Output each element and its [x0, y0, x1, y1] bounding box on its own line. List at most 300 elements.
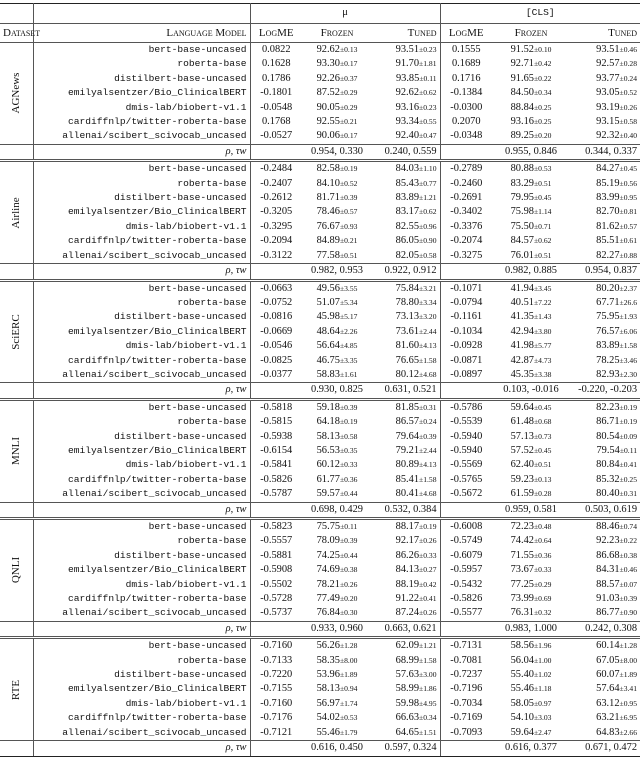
table-row — [0, 325, 640, 339]
cls-frozen-mean: 75.98 — [510, 206, 534, 218]
cls-frozen-std: 0.45 — [538, 402, 552, 412]
cls-tuned-std: 1.93 — [623, 312, 638, 322]
mu-tuned-correlation: 0.240, 0.559 — [372, 144, 440, 160]
cls-tuned-mean: 83.89 — [596, 340, 620, 352]
mu-tuned-mean: 92.40 — [395, 130, 420, 142]
plus-minus: ± — [619, 59, 624, 69]
mu-frozen — [302, 43, 372, 58]
mu-logme: -0.6154 — [250, 444, 302, 458]
mu-logme: -0.1801 — [250, 86, 302, 100]
cls-frozen-std: 1.43 — [538, 312, 552, 322]
cls-tuned-std: 0.46 — [623, 45, 638, 54]
cls-tuned — [570, 697, 640, 711]
correlation-row — [0, 741, 640, 756]
mu-frozen-mean: 78.46 — [316, 206, 340, 218]
cls-frozen — [492, 325, 570, 339]
table-row — [0, 86, 640, 100]
mu-tuned-std: 2.44 — [423, 326, 437, 336]
cls-tuned-std: 2.30 — [623, 369, 638, 379]
cls-tuned-std: 0.11 — [624, 445, 638, 455]
plus-minus: ± — [533, 207, 539, 217]
mu-tuned — [372, 296, 440, 310]
cls-tuned — [570, 726, 640, 741]
table-row — [0, 399, 640, 415]
mu-tuned-std: 0.26 — [423, 536, 437, 546]
cls-tuned — [570, 654, 640, 668]
cls-tuned-mean: 93.77 — [596, 72, 620, 84]
cls-frozen-mean: 41.94 — [510, 282, 534, 294]
mu-tuned — [372, 205, 440, 219]
mu-tuned — [372, 638, 440, 654]
mu-tuned — [372, 101, 440, 115]
mu-tuned-mean: 92.62 — [395, 87, 420, 99]
table-row — [0, 430, 640, 444]
table-row — [0, 115, 640, 129]
cls-tuned-mean: 67.71 — [596, 296, 620, 308]
mu-frozen-std: 1.28 — [344, 641, 358, 651]
mu-frozen — [302, 534, 372, 548]
plus-minus: ± — [339, 641, 345, 651]
cls-logme: -0.7169 — [440, 711, 492, 725]
mu-logme: -0.7160 — [250, 638, 302, 654]
plus-minus: ± — [419, 326, 424, 336]
mu-frozen-std: 0.17 — [344, 59, 358, 69]
cls-frozen-mean: 76.01 — [510, 249, 534, 261]
cls-logme: -0.0897 — [440, 368, 492, 383]
model-name: bert-base-uncased — [33, 280, 250, 296]
cls-tuned-std: 0.95 — [623, 698, 638, 708]
table-row — [0, 654, 640, 668]
table-row — [0, 473, 640, 487]
cls-tuned-std: 0.19 — [623, 417, 638, 427]
table-row — [0, 444, 640, 458]
mu-frozen-std: 2.26 — [344, 326, 358, 336]
dataset-name: QNLI — [10, 557, 23, 584]
plus-minus: ± — [419, 297, 424, 307]
mu-frozen — [302, 668, 372, 682]
plus-minus: ± — [533, 445, 539, 455]
mu-tuned-std: 0.58 — [423, 250, 437, 260]
model-name: roberta-base — [33, 415, 250, 429]
mu-tuned — [372, 339, 440, 353]
cls-frozen-mean: 41.35 — [510, 311, 534, 323]
plus-minus: ± — [533, 250, 539, 260]
cls-frozen-std: 0.22 — [538, 73, 552, 83]
mu-tuned — [372, 220, 440, 234]
cls-frozen-std: 0.62 — [538, 236, 552, 246]
plus-minus: ± — [619, 431, 624, 441]
mu-frozen — [302, 220, 372, 234]
cls-tuned-std: 1.58 — [623, 341, 638, 351]
mu-tuned-mean: 84.13 — [395, 564, 420, 576]
plus-minus: ± — [339, 445, 345, 455]
model-name: dmis-lab/biobert-v1.1 — [33, 220, 250, 234]
cls-frozen-std: 0.45 — [538, 445, 552, 455]
mu-tuned-mean: 81.85 — [395, 401, 420, 413]
cls-tuned-correlation: 0.344, 0.337 — [570, 144, 640, 160]
plus-minus: ± — [339, 402, 345, 412]
plus-minus: ± — [533, 102, 539, 112]
plus-minus: ± — [339, 59, 345, 69]
cls-frozen — [492, 592, 570, 606]
dataset-name: SciERC — [10, 314, 23, 350]
model-name: bert-base-uncased — [33, 638, 250, 654]
mu-tuned-correlation: 0.922, 0.912 — [372, 264, 440, 280]
mu-frozen-mean: 54.02 — [316, 712, 340, 724]
mu-frozen-std: 3.35 — [344, 355, 358, 365]
mu-tuned — [372, 43, 440, 58]
plus-minus: ± — [619, 355, 624, 365]
cls-frozen-std: 3.45 — [538, 283, 552, 293]
correlation-row — [0, 264, 640, 280]
cls-frozen-std: 0.28 — [538, 489, 552, 499]
cls-tuned-std: 0.38 — [623, 550, 638, 560]
cls-frozen-std: 1.96 — [538, 641, 552, 651]
plus-minus: ± — [619, 727, 624, 737]
mu-frozen — [302, 711, 372, 725]
cls-tuned-mean: 86.68 — [596, 549, 620, 561]
dataset-header: Dataset — [0, 23, 33, 43]
cls-logme: -0.0871 — [440, 354, 492, 368]
plus-minus: ± — [619, 250, 624, 260]
mu-logme: -0.5823 — [250, 519, 302, 535]
cls-logme: -0.5940 — [440, 444, 492, 458]
mu-tuned-std: 2.44 — [423, 445, 437, 455]
table-row — [0, 101, 640, 115]
table-row — [0, 578, 640, 592]
cls-frozen-std: 0.33 — [538, 565, 552, 575]
plus-minus: ± — [533, 312, 539, 322]
rho-label-cell — [33, 621, 250, 637]
dataset-name: AGNews — [10, 72, 23, 114]
empty-cell — [440, 144, 492, 160]
mu-tuned-mean: 85.43 — [395, 177, 420, 189]
cls-tuned — [570, 115, 640, 129]
mu-tuned-std: 0.11 — [423, 73, 437, 83]
plus-minus: ± — [533, 641, 539, 651]
cls-frozen-std: 2.47 — [538, 727, 552, 737]
plus-minus: ± — [619, 45, 624, 54]
cls-frozen — [492, 43, 570, 58]
mu-frozen-std: 8.00 — [344, 655, 358, 665]
dataset-name: RTE — [10, 679, 23, 700]
cls-tuned-mean: 63.21 — [596, 712, 620, 724]
mu-frozen-mean: 76.67 — [316, 220, 340, 232]
mu-tuned-mean: 93.51 — [395, 44, 420, 55]
cls-tuned — [570, 578, 640, 592]
cls-frozen-std: 0.20 — [538, 131, 552, 141]
plus-minus: ± — [533, 522, 539, 531]
plus-minus: ± — [419, 445, 424, 455]
plus-minus: ± — [619, 193, 624, 203]
cls-tuned-mean: 82.70 — [596, 206, 620, 218]
cls-tuned — [570, 606, 640, 621]
table-row — [0, 697, 640, 711]
plus-minus: ± — [619, 88, 624, 98]
model-name: distilbert-base-uncased — [33, 668, 250, 682]
model-name: distilbert-base-uncased — [33, 72, 250, 86]
plus-minus: ± — [619, 164, 624, 174]
empty-cell — [440, 383, 492, 399]
plus-minus: ± — [533, 670, 539, 680]
plus-minus: ± — [419, 608, 424, 618]
plus-minus: ± — [533, 283, 539, 293]
table-row — [0, 368, 640, 383]
model-name: emilyalsentzer/Bio_ClinicalBERT — [33, 563, 250, 577]
plus-minus: ± — [533, 131, 539, 141]
cls-tuned-mean: 93.51 — [596, 44, 620, 55]
mu-logme: -0.2094 — [250, 234, 302, 248]
cls-tuned-std: 0.74 — [623, 522, 638, 531]
cls-tuned-std: 2.37 — [623, 283, 638, 293]
empty-cell — [0, 144, 33, 160]
plus-minus: ± — [419, 178, 424, 188]
model-name: emilyalsentzer/Bio_ClinicalBERT — [33, 444, 250, 458]
model-name: distilbert-base-uncased — [33, 310, 250, 324]
cls-logme: -0.7081 — [440, 654, 492, 668]
mu-tuned-mean: 81.60 — [395, 340, 420, 352]
mu-logme: -0.2407 — [250, 177, 302, 191]
cls-tuned-mean: 93.19 — [596, 101, 620, 113]
mu-tuned-std: 0.34 — [423, 713, 437, 723]
cls-tuned-std: 3.41 — [623, 684, 638, 694]
mu-frozen-correlation: 0.954, 0.330 — [302, 144, 372, 160]
mu-tuned-mean: 91.22 — [395, 593, 420, 605]
plus-minus: ± — [619, 655, 624, 665]
model-name: allenai/scibert_scivocab_uncased — [33, 129, 250, 144]
cls-tuned-mean: 80.20 — [596, 282, 620, 294]
mu-frozen-mean: 56.64 — [316, 340, 340, 352]
cls-frozen-mean: 92.71 — [510, 58, 534, 70]
plus-minus: ± — [619, 522, 624, 531]
mu-frozen-mean: 76.84 — [316, 607, 340, 619]
mu-frozen-mean: 87.52 — [316, 87, 340, 99]
mu-logme: -0.7133 — [250, 654, 302, 668]
table-row — [0, 310, 640, 324]
cls-tuned-mean: 64.83 — [596, 726, 620, 738]
cls-logme: -0.1384 — [440, 86, 492, 100]
model-name: dmis-lab/biobert-v1.1 — [33, 697, 250, 711]
plus-minus: ± — [533, 474, 539, 484]
empty-cell — [0, 264, 33, 280]
mu-frozen — [302, 592, 372, 606]
mu-frozen — [302, 296, 372, 310]
cls-frozen — [492, 638, 570, 654]
mu-frozen — [302, 234, 372, 248]
cls-tuned — [570, 177, 640, 191]
plus-minus: ± — [339, 207, 345, 217]
mu-tuned-mean: 93.34 — [395, 116, 420, 128]
mu-frozen — [302, 473, 372, 487]
plus-minus: ± — [533, 550, 539, 560]
cls-frozen-mean: 77.25 — [510, 578, 534, 590]
cls-tuned-std: 0.22 — [623, 536, 638, 546]
mu-logme: -0.7121 — [250, 726, 302, 741]
plus-minus: ± — [339, 341, 345, 351]
mu-frozen-mean: 56.97 — [316, 697, 340, 709]
cls-frozen-std: 0.97 — [538, 698, 552, 708]
plus-minus: ± — [533, 193, 539, 203]
mu-tuned-std: 1.58 — [423, 355, 437, 365]
rho-label-cell — [33, 741, 250, 756]
mu-tuned-mean: 87.24 — [395, 607, 420, 619]
mu-tuned — [372, 234, 440, 248]
empty-cell — [440, 741, 492, 756]
mu-logme: -0.5787 — [250, 487, 302, 502]
mu-frozen-mean: 78.21 — [316, 578, 340, 590]
plus-minus: ± — [419, 655, 424, 665]
cls-tuned-mean: 88.57 — [596, 578, 620, 590]
language-model-header: Language Model — [33, 23, 250, 43]
cls-logme: -0.7131 — [440, 638, 492, 654]
mu-tuned-std: 4.68 — [423, 369, 437, 379]
mu-tuned — [372, 668, 440, 682]
cls-tuned-mean: 84.31 — [596, 564, 620, 576]
mu-tuned-mean: 80.41 — [395, 488, 420, 500]
cls-frozen-std: 0.53 — [538, 164, 552, 174]
cls-tuned-mean: 85.51 — [596, 235, 620, 247]
cls-frozen — [492, 458, 570, 472]
cls-logme: -0.5786 — [440, 399, 492, 415]
mu-tuned — [372, 458, 440, 472]
plus-minus: ± — [419, 431, 424, 441]
plus-minus: ± — [419, 670, 424, 680]
mu-logme: -0.3122 — [250, 249, 302, 264]
plus-minus: ± — [419, 283, 424, 293]
cls-logme: -0.0794 — [440, 296, 492, 310]
mu-frozen-std: 0.20 — [344, 594, 358, 604]
cls-frozen — [492, 249, 570, 264]
cls-tuned-std: 0.52 — [623, 88, 638, 98]
cls-frozen — [492, 444, 570, 458]
empty-cell — [0, 502, 33, 518]
mu-tuned-std: 1.21 — [423, 641, 437, 651]
cls-tuned — [570, 668, 640, 682]
cls-tuned — [570, 101, 640, 115]
cls-tuned — [570, 129, 640, 144]
cls-tuned — [570, 325, 640, 339]
mu-frozen-std: 1.74 — [344, 698, 358, 708]
cls-frozen-correlation: 0.616, 0.377 — [492, 741, 570, 756]
model-name: cardiffnlp/twitter-roberta-base — [33, 473, 250, 487]
dataset-cell — [0, 280, 33, 383]
table-row — [0, 129, 640, 144]
cls-frozen — [492, 161, 570, 177]
mu-frozen — [302, 549, 372, 563]
cls-tuned-mean: 84.27 — [596, 163, 620, 175]
cls-frozen-std: 0.29 — [538, 579, 552, 589]
cls-tuned-std: 0.39 — [623, 594, 638, 604]
cls-frozen-std: 1.14 — [538, 207, 552, 217]
cls-frozen-mean: 55.40 — [510, 669, 534, 681]
mu-logme: 0.1628 — [250, 57, 302, 71]
plus-minus: ± — [533, 178, 539, 188]
plus-minus: ± — [339, 594, 345, 604]
mu-frozen-std: 0.51 — [344, 250, 358, 260]
mu-frozen-std: 0.21 — [344, 117, 358, 127]
cls-tuned-std: 8.00 — [623, 655, 638, 665]
plus-minus: ± — [533, 431, 539, 441]
cls-tuned — [570, 354, 640, 368]
cls-frozen-mean: 91.65 — [510, 72, 534, 84]
empty-cell — [440, 502, 492, 518]
plus-minus: ± — [339, 489, 345, 499]
cls-frozen-correlation: 0.955, 0.846 — [492, 144, 570, 160]
mu-tuned — [372, 726, 440, 741]
cls-frozen-std: 0.36 — [538, 550, 552, 560]
mu-frozen-std: 1.89 — [344, 670, 358, 680]
mu-frozen — [302, 697, 372, 711]
model-name: allenai/scibert_scivocab_uncased — [33, 249, 250, 264]
cls-frozen — [492, 354, 570, 368]
mu-tuned — [372, 129, 440, 144]
mu-frozen-correlation: 0.930, 0.825 — [302, 383, 372, 399]
cls-tuned — [570, 249, 640, 264]
mu-frozen-mean: 78.09 — [316, 535, 340, 547]
mu-frozen-std: 0.26 — [344, 579, 358, 589]
cls-tuned-mean: 80.40 — [596, 488, 620, 500]
table-row — [0, 177, 640, 191]
mu-tuned-std: 3.00 — [423, 670, 437, 680]
table-row — [0, 43, 640, 58]
cls-tuned — [570, 191, 640, 205]
cls-tuned-correlation: 0.671, 0.472 — [570, 741, 640, 756]
cls-tuned-std: 0.88 — [623, 250, 638, 260]
cls-frozen-correlation: 0.103, -0.016 — [492, 383, 570, 399]
plus-minus: ± — [619, 565, 624, 575]
cls-logme: 0.1716 — [440, 72, 492, 86]
mu-frozen — [302, 654, 372, 668]
cls-frozen — [492, 563, 570, 577]
model-name: cardiffnlp/twitter-roberta-base — [33, 354, 250, 368]
plus-minus: ± — [619, 460, 624, 470]
mu-tuned-std: 4.13 — [423, 460, 437, 470]
mu-frozen-std: 0.94 — [344, 684, 358, 694]
plus-minus: ± — [339, 102, 345, 112]
mu-logme: -0.0527 — [250, 129, 302, 144]
cls-frozen-std: 3.03 — [538, 713, 552, 723]
plus-minus: ± — [419, 88, 424, 98]
plus-minus: ± — [619, 684, 624, 694]
cls-logme: -0.5432 — [440, 578, 492, 592]
mu-logme: -0.0816 — [250, 310, 302, 324]
cls-tuned-mean: 91.03 — [596, 593, 620, 605]
table-row — [0, 638, 640, 654]
correlation-row — [0, 144, 640, 160]
cls-tuned — [570, 399, 640, 415]
plus-minus: ± — [339, 312, 345, 322]
cls-logme: -0.5765 — [440, 473, 492, 487]
cls-tuned — [570, 280, 640, 296]
mu-frozen-mean: 45.98 — [316, 311, 340, 323]
plus-minus: ± — [339, 236, 345, 246]
plus-minus: ± — [419, 417, 424, 427]
cls-tuned-correlation: 0.954, 0.837 — [570, 264, 640, 280]
cls-frozen-mean: 72.23 — [510, 521, 534, 532]
plus-minus: ± — [339, 193, 345, 203]
empty-cell — [440, 621, 492, 637]
mu-logme: -0.7160 — [250, 697, 302, 711]
mu-tuned — [372, 534, 440, 548]
mu-frozen-std: 0.37 — [344, 73, 358, 83]
cls-frozen-mean: 42.94 — [510, 325, 534, 337]
cls-tuned — [570, 549, 640, 563]
cls-frozen-std: 0.69 — [538, 594, 552, 604]
plus-minus: ± — [619, 207, 624, 217]
mu-frozen-mean: 90.06 — [316, 130, 340, 142]
cls-logme: 0.2070 — [440, 115, 492, 129]
plus-minus: ± — [533, 698, 539, 708]
